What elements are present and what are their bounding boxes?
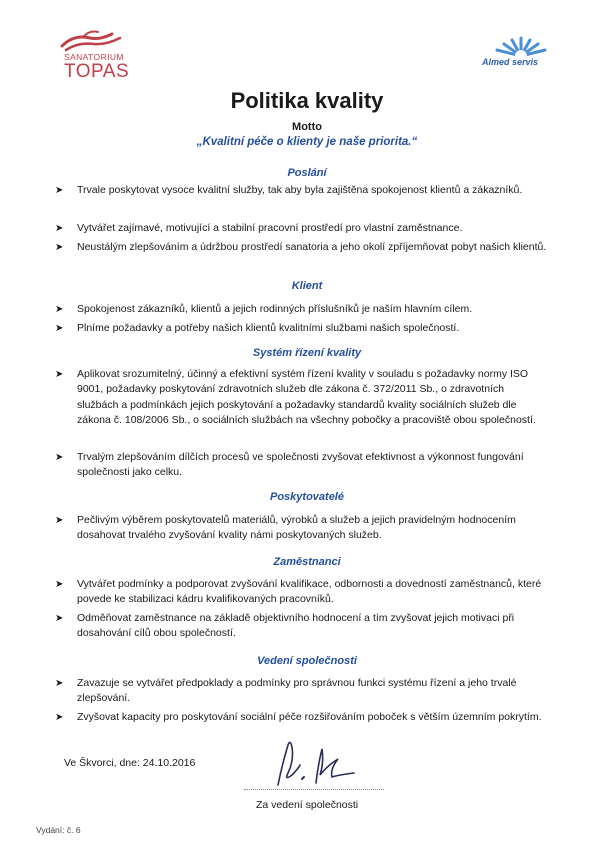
handwritten-signature	[258, 735, 368, 795]
almed-servis-logo	[482, 34, 562, 74]
list-item-text: Vytvářet zajímavé, motivující a stabilní pracovní prostředí pro vlastní zaměstnance.	[77, 222, 463, 234]
place-date: Ve Škvorci, dne: 24.10.2016	[64, 757, 196, 769]
section-title-system-rizeni-kvality: Systém řízení kvality	[252, 347, 362, 359]
list-item-text: Aplikovat srozumitelný, účinný a efektivní systém řízení kvality v souladu s požadavky normy ISO 9001, požadavky poskytování zdravotních služeb dle zákona č. 372/2011 Sb., o zdravotních službách a podmínkách jejich poskytování a požadavky standardů kvality sociálních služeb dle zákona č. 108/2006 Sb., o sociálních službách na všechny pobočky a pracoviště obou společností.	[77, 368, 536, 426]
arrow-bullet-icon: ➤	[55, 369, 64, 380]
issue-number: Vydání: č. 6	[36, 825, 81, 835]
page-title: Politika kvality	[230, 88, 384, 113]
arrow-bullet-icon: ➤	[55, 304, 64, 315]
list-item-text: Plníme požadavky a potřeby našich klientů kvalitními službami našich společností.	[77, 322, 460, 334]
arrow-bullet-icon: ➤	[55, 678, 64, 689]
arrow-bullet-icon: ➤	[55, 242, 64, 253]
list-item	[55, 611, 547, 642]
list-item-text: Zavazuje se vytvářet předpoklady a podmínky pro správnou funkci systému řízení a jeho trvalé zlepšování.	[77, 677, 517, 705]
list-item-text: Zvyšovat kapacity pro poskytování sociální péče rozšiřováním poboček s větším územním pokrytím.	[77, 711, 542, 723]
arrow-bullet-icon: ➤	[55, 185, 64, 196]
section-title-zamestnanci: Zaměstnanci	[273, 556, 341, 568]
arrow-bullet-icon: ➤	[55, 223, 64, 234]
motto-text: „Kvalitní péče o klienty je naše priorita.“	[196, 136, 418, 148]
arrow-bullet-icon: ➤	[55, 452, 64, 463]
sunburst-icon	[488, 34, 554, 58]
list-item-text: Trvale poskytovat vysoce kvalitní služby, tak aby byla zajištěna spokojenost klientů a zákazníků.	[77, 184, 523, 196]
section-title-vedeni-spolecnosti: Vedení společnosti	[257, 655, 357, 667]
list-item-text: Pečlivým výběrem poskytovatelů materiálů, výrobků a služeb a jejich pravidelným hodnocením dosahovat trvalého zvyšování kvality námi poskytovaných služeb.	[77, 514, 516, 542]
logo-name: Almed servis	[482, 57, 539, 67]
list-item	[55, 367, 547, 428]
arrow-bullet-icon: ➤	[55, 712, 64, 723]
list-item	[55, 710, 547, 725]
list-item	[55, 221, 547, 236]
hands-emblem-icon	[60, 28, 124, 54]
arrow-bullet-icon: ➤	[55, 613, 64, 624]
logo-title: TOPAS	[64, 61, 130, 82]
list-item	[55, 302, 547, 317]
section-title-klient: Klient	[291, 280, 323, 292]
list-item-text: Neustálým zlepšováním a údržbou prostředí sanatoria a jeho okolí zpříjemňovat pobyt našich klientů.	[77, 241, 547, 253]
list-item	[55, 577, 547, 608]
logo-subtitle: SANATORIUM	[64, 52, 124, 62]
arrow-bullet-icon: ➤	[55, 323, 64, 334]
list-item-text: Vytvářet podmínky a podporovat zvyšování kvalifikace, odbornosti a dovedností zaměstnanců, které povede ke stabilizaci kádru kvalifikovaných pracovníků.	[77, 578, 542, 606]
list-item-text: Spokojenost zákazníků, klientů a jejich rodinných příslušníků je naším hlavním cílem.	[77, 303, 473, 315]
section-title-poslani: Poslání	[287, 167, 327, 179]
list-item	[55, 183, 547, 198]
list-item-text: Trvalým zlepšováním dílčích procesů ve společnosti zvyšovat efektivnost a výkonnost fungování společnosti jako celku.	[77, 451, 524, 479]
list-item	[55, 240, 547, 255]
list-item	[55, 321, 547, 336]
list-item	[55, 513, 547, 544]
arrow-bullet-icon: ➤	[55, 515, 64, 526]
list-item-text: Odměňovat zaměstnance na základě objektivního hodnocení a tím zvyšovat jejich motivaci při dosahování cílů obou společností.	[77, 612, 515, 640]
arrow-bullet-icon: ➤	[55, 579, 64, 590]
signature-line	[244, 789, 384, 790]
sanatorium-topas-logo	[60, 28, 130, 88]
motto-label: Motto	[292, 121, 322, 133]
list-item	[55, 676, 547, 707]
list-item	[55, 450, 547, 481]
section-title-poskytovatele: Poskytovatelé	[270, 491, 344, 503]
signature-label: Za vedení společnosti	[256, 799, 359, 811]
